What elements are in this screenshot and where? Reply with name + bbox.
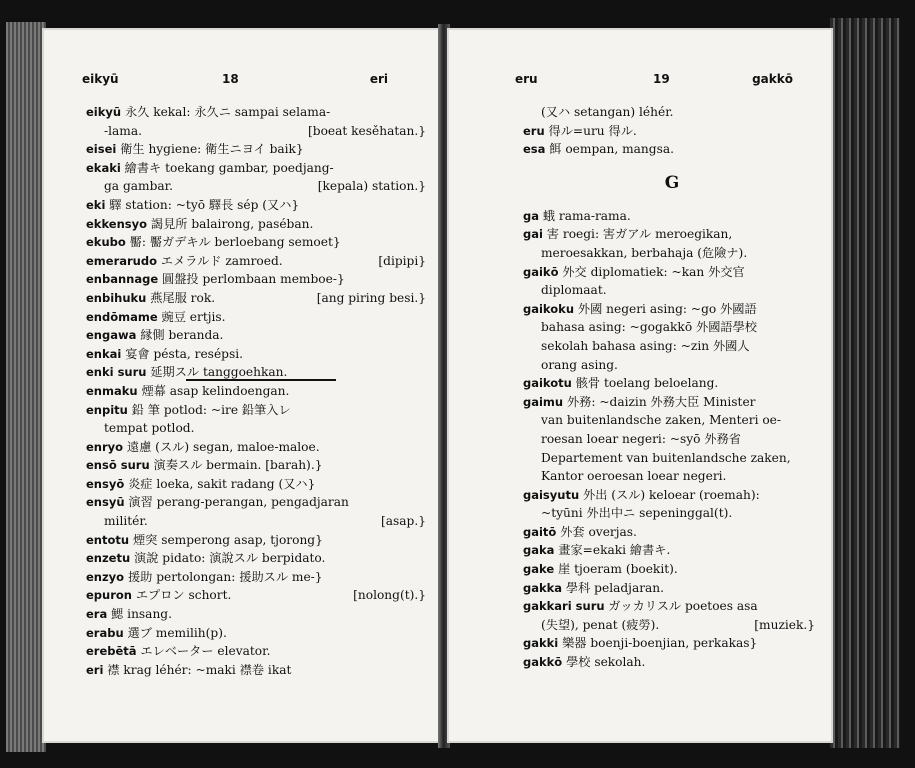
entry-headword: gaikō (523, 264, 559, 279)
entry-text: 選ブ memilih(p). (123, 625, 227, 640)
entry-continuation: [kepala) station.} (317, 179, 426, 194)
entry-text: エレベーター elevator. (136, 644, 271, 659)
dictionary-entry-line (523, 523, 821, 542)
dictionary-entry-line (523, 579, 821, 598)
dictionary-entry-line (86, 308, 432, 327)
entry-text: 樂器 boenji-boenjian, perkakas} (558, 636, 758, 651)
dictionary-entry-line (86, 512, 432, 531)
entry-headword: gaisyutu (523, 487, 580, 502)
entry-headword: eri (86, 662, 104, 677)
entry-text: 外務: ~daizin 外務大臣 Minister (563, 394, 756, 409)
entry-headword: gaikotu (523, 376, 572, 391)
left-header-first-word: eikyū (82, 72, 119, 86)
entry-headword: era (86, 607, 108, 622)
dictionary-entry-line (523, 430, 821, 449)
entry-headword: esa (523, 142, 546, 157)
dictionary-entry-line (86, 252, 432, 271)
dictionary-entry-line (523, 374, 821, 393)
entry-continuation: [ang piring besi.} (316, 290, 426, 305)
dictionary-entry-line (86, 382, 432, 401)
entry-text: 蛾 rama-rama. (539, 208, 631, 223)
entry-headword: enbannage (86, 272, 159, 287)
entry-headword: ekaki (86, 160, 121, 175)
entry-text: 煙突 semperong asap, tjorong} (129, 532, 323, 547)
entry-text: エメラルド zamroed. (157, 253, 283, 268)
entry-headword: enbihuku (86, 290, 147, 305)
entry-text: ga gambar. (104, 179, 173, 194)
entry-text: bahasa asing: ~gogakkō 外國語學校 (541, 320, 757, 335)
entry-text: Departement van buitenlandsche zaken, (541, 450, 791, 465)
entry-text: diplomaat. (541, 283, 607, 298)
dictionary-entry-line (523, 653, 821, 672)
entry-headword: gakkō (523, 655, 563, 670)
entry-text: roesan loear negeri: ~syō 外務省 (541, 431, 741, 446)
dictionary-entry-line (86, 456, 432, 475)
right-page-header (447, 72, 833, 92)
entry-headword: enryo (86, 439, 124, 454)
dictionary-entry-line (86, 568, 432, 587)
dictionary-entry-line (523, 467, 821, 486)
entry-headword: ekkensyo (86, 216, 148, 231)
entry-text: 煙幕 asap kelindoengan. (137, 383, 290, 398)
right-header-first-word: eru (515, 72, 538, 86)
entry-text: 外國 negeri asing: ~go 外國語 (574, 301, 757, 316)
entry-text: 延期スル tanggoehkan. (146, 365, 288, 380)
dictionary-entry-line (523, 300, 821, 319)
entry-headword: gakki (523, 636, 559, 651)
dictionary-entry-line (523, 207, 821, 226)
entry-text: (失望), penat (疲勞). (541, 617, 660, 632)
entry-text: 豌豆 ertjis. (157, 309, 226, 324)
entry-text: 學科 peladjaran. (562, 580, 665, 595)
entry-text: 外出 (スル) keloear (roemah): (579, 487, 760, 502)
entry-headword: erebētā (86, 644, 137, 659)
dictionary-entry-line (86, 233, 432, 252)
dictionary-entry-line (86, 345, 432, 364)
left-entry-list (86, 103, 432, 679)
dictionary-entry-line (523, 122, 821, 141)
dictionary-entry-line (86, 531, 432, 550)
entry-text: 演習 perang-perangan, pengadjaran (124, 495, 349, 510)
dictionary-entry-line (523, 281, 821, 300)
entry-headword: ga (523, 208, 539, 223)
entry-text: 縁側 beranda. (136, 328, 224, 343)
entry-headword: ekubo (86, 235, 126, 250)
dictionary-entry-line (86, 140, 432, 159)
dictionary-entry-line (86, 159, 432, 178)
dictionary-entry-line (523, 541, 821, 560)
entry-headword: emerarudo (86, 253, 158, 268)
entry-headword: gakka (523, 580, 563, 595)
entry-continuation: [boeat kesěhatan.} (308, 123, 426, 138)
right-page-number: 19 (653, 72, 670, 86)
dictionary-entry-line (523, 411, 821, 430)
entry-text: 襟 krag léhér: ~maki 襟卷 ikat (103, 662, 292, 677)
entry-text: 衛生 hygiene: 衛生ニヨイ baik} (116, 142, 304, 157)
entry-text: 骸骨 toelang beloelang. (571, 376, 719, 391)
dictionary-entry-line (86, 493, 432, 512)
entry-text: 鰓 insang. (107, 607, 172, 622)
entry-text: 演說 pidato: 演說スル berpidato. (130, 551, 326, 566)
entry-text: sekolah bahasa asing: ~zin 外國人 (541, 338, 750, 353)
entry-text: 宴會 pésta, resépsi. (121, 346, 243, 361)
entry-headword: ensyō (86, 476, 125, 491)
dictionary-entry-line (523, 318, 821, 337)
entry-headword: epuron (86, 588, 132, 603)
dictionary-entry-line (523, 337, 821, 356)
entry-text: meroesakkan, berbahaja (危險ナ). (541, 245, 748, 260)
left-page-header (42, 72, 440, 92)
dictionary-entry-line (86, 122, 432, 141)
dictionary-entry-line (86, 326, 432, 345)
dictionary-entry-line (86, 438, 432, 457)
entry-headword: erabu (86, 625, 124, 640)
entry-headword: eki (86, 197, 106, 212)
entry-headword: eru (523, 123, 545, 138)
dictionary-entry-line (86, 270, 432, 289)
entry-text: ~tyūni 外出中ニ sepeninggal(t). (541, 506, 733, 521)
dictionary-entry-line (86, 215, 432, 234)
right-page (447, 28, 833, 743)
dictionary-entry-line (86, 419, 432, 438)
entry-headword: engawa (86, 328, 137, 343)
entry-text: 靨: 靨ガデキル berloebang semoet} (125, 235, 341, 250)
section-letter-heading: G (664, 172, 680, 193)
entry-headword: gaitō (523, 524, 557, 539)
entry-headword: gaka (523, 543, 555, 558)
left-page (42, 28, 440, 743)
entry-text: 畫家=ekaki 繪書キ. (554, 543, 671, 558)
entry-text: 驛 station: ~tyō 驛長 sép (又ハ} (105, 197, 300, 212)
entry-text: tempat potlod. (104, 421, 195, 436)
dictionary-entry-line (523, 140, 821, 159)
dictionary-entry-line (523, 616, 821, 635)
entry-headword: gakkari suru (523, 599, 605, 614)
pencil-underline (186, 379, 336, 381)
entry-headword: gai (523, 227, 543, 242)
dictionary-entry-line (86, 642, 432, 661)
entry-headword: gake (523, 562, 555, 577)
dictionary-entry-line (523, 356, 821, 375)
entry-headword: gaimu (523, 394, 564, 409)
entry-text: 繪書キ toekang gambar, poedjang- (120, 160, 334, 175)
dictionary-entry-line (86, 103, 432, 122)
dictionary-entry-line (523, 597, 821, 616)
left-book-edge (6, 22, 46, 752)
entry-text: 演奏スル bermain. [barah).} (149, 458, 323, 473)
dictionary-entry-line (523, 504, 821, 523)
entry-text: -lama. (104, 123, 142, 138)
entry-text: エプロン schort. (131, 588, 232, 603)
entry-headword: gaikoku (523, 301, 575, 316)
entry-headword: entotu (86, 532, 130, 547)
entry-headword: ensō suru (86, 458, 150, 473)
entry-text: 圓盤投 perlombaan memboe-} (158, 272, 345, 287)
entry-text: 謁見所 balairong, paséban. (147, 216, 314, 231)
entry-continuation: [muziek.} (754, 617, 815, 632)
entry-text: 援助 pertolongan: 援助スル me-} (124, 569, 323, 584)
entry-headword: eikyū (86, 105, 122, 119)
entry-text: Kantor oeroesan loear negeri. (541, 469, 727, 484)
entry-continuation: [asap.} (381, 514, 426, 529)
entry-headword: eisei (86, 142, 117, 157)
left-page-number: 18 (222, 72, 239, 86)
entry-text: 遠慮 (スル) segan, maloe-maloe. (123, 439, 320, 454)
dictionary-entry-line (86, 177, 432, 196)
dictionary-entry-line (86, 475, 432, 494)
dictionary-entry-line (86, 401, 432, 420)
entry-text: 鉛 筆 potlod: ~ire 鉛筆入レ (127, 402, 291, 417)
dictionary-entry-line (523, 486, 821, 505)
entry-headword: ensyū (86, 495, 125, 510)
entry-headword: enmaku (86, 383, 138, 398)
dictionary-entry-line (523, 244, 821, 263)
dictionary-entry-line (523, 449, 821, 468)
entry-text: 燕尾服 rok. (146, 290, 216, 305)
entry-headword: endōmame (86, 309, 158, 324)
right-header-last-word: gakkō (752, 72, 793, 86)
dictionary-entry-line (86, 196, 432, 215)
dictionary-entry-line (86, 624, 432, 643)
left-header-last-word: eri (369, 72, 388, 86)
entry-headword: enpitu (86, 402, 128, 417)
dictionary-entry-line (523, 225, 821, 244)
dictionary-entry-line (86, 289, 432, 308)
entry-text: 崖 tjoeram (boekit). (554, 562, 678, 577)
entry-text: orang asing. (541, 357, 618, 372)
entry-text: 害 roegi: 害ガアル meroegikan, (542, 227, 733, 242)
dictionary-entry-line (523, 634, 821, 653)
dictionary-entry-line (86, 586, 432, 605)
entry-text: van buitenlandsche zaken, Menteri oe- (541, 413, 782, 428)
entry-headword: enkai (86, 346, 122, 361)
right-entry-list (523, 103, 821, 672)
entry-text: 餌 oempan, mangsa. (545, 142, 674, 157)
entry-text: 永久 kekal: 永久ニ sampai selama- (121, 105, 331, 119)
dictionary-entry-line (523, 263, 821, 282)
dictionary-entry-line (523, 560, 821, 579)
entry-text: 得ル=uru 得ル. (544, 123, 637, 138)
right-book-edge (830, 18, 900, 748)
entry-headword: enzetu (86, 551, 131, 566)
entry-text: 學校 sekolah. (562, 655, 646, 670)
entry-text: ガッカリスル poetoes asa (604, 599, 758, 614)
entry-text: (又ハ setangan) léhér. (541, 105, 674, 119)
entry-text: 外套 overjas. (556, 524, 637, 539)
dictionary-entry-line (523, 103, 821, 122)
entry-text: militér. (104, 514, 148, 529)
entry-headword: enki suru (86, 365, 147, 380)
entry-headword: enzyo (86, 569, 125, 584)
dictionary-entry-line (523, 393, 821, 412)
dictionary-entry-line (86, 605, 432, 624)
dictionary-entry-line (86, 549, 432, 568)
entry-text: 炎症 loeka, sakit radang (又ハ} (124, 476, 316, 491)
entry-continuation: [dipipi} (378, 253, 426, 268)
entry-continuation: [nolong(t).} (353, 588, 426, 603)
entry-text: 外交 diplomatiek: ~kan 外交官 (558, 264, 745, 279)
dictionary-entry-line (86, 661, 432, 680)
